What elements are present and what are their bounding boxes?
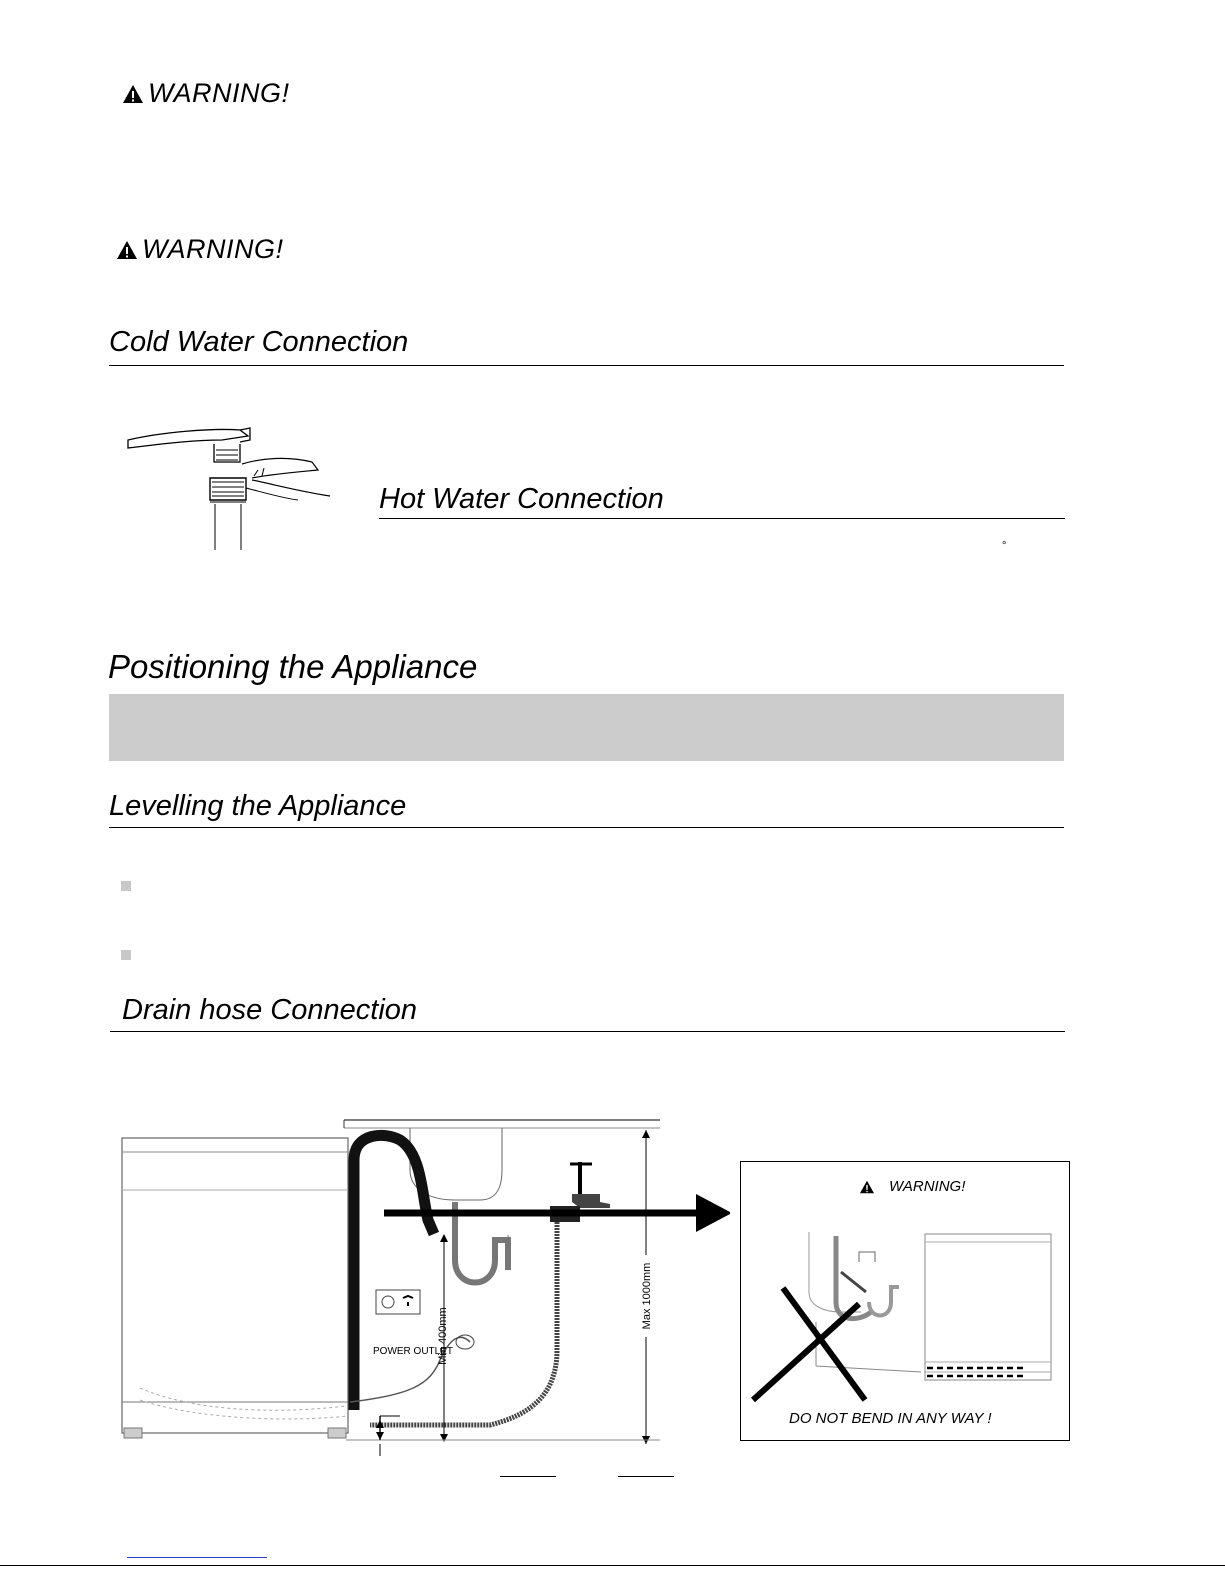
tap-hose-illustration (122, 418, 337, 553)
drain-hose-installation-diagram (110, 1110, 730, 1470)
dishwasher-outline (122, 1138, 348, 1438)
drain-hose-heading: Drain hose Connection (122, 994, 418, 1026)
incorrect-hose-illustration (741, 1212, 1069, 1412)
footer-rule (0, 1565, 1225, 1566)
do-not-bend-warning-panel (740, 1161, 1070, 1441)
do-not-bend-caption: DO NOT BEND IN ANY WAY ! (789, 1410, 992, 1427)
min-height-label: Min 400mm (437, 1307, 449, 1365)
section-divider (379, 518, 1065, 519)
cross-mark-icon (783, 1288, 865, 1400)
warning-heading-2 (116, 234, 284, 265)
section-divider (109, 365, 1064, 366)
positioning-heading: Positioning the Appliance (108, 648, 478, 685)
section-divider (109, 827, 1064, 828)
underline-mark (500, 1476, 556, 1477)
warning-triangle-icon (122, 84, 144, 104)
section-divider (110, 1031, 1065, 1032)
warning-triangle-icon (859, 1180, 875, 1194)
hot-water-heading: Hot Water Connection (379, 483, 664, 515)
warning-triangle-icon (116, 240, 138, 260)
inset-warning-text: WARNING! (889, 1178, 966, 1195)
inset-warning-title (859, 1178, 965, 1195)
degree-symbol: ° (1002, 540, 1007, 552)
underline-mark (618, 1476, 674, 1477)
warning-text: WARNING! (148, 78, 290, 108)
warning-heading-1 (122, 78, 290, 109)
bullet-square-icon (121, 950, 131, 960)
power-outlet-label: POWER OUTLET (373, 1346, 454, 1357)
note-box (109, 694, 1064, 761)
levelling-heading: Levelling the Appliance (109, 790, 407, 822)
max-height-label: Max 1000mm (641, 1262, 653, 1330)
warning-text: WARNING! (142, 234, 284, 264)
bullet-square-icon (121, 881, 131, 891)
footer-link-underline (127, 1557, 267, 1558)
cold-water-heading: Cold Water Connection (109, 326, 409, 358)
